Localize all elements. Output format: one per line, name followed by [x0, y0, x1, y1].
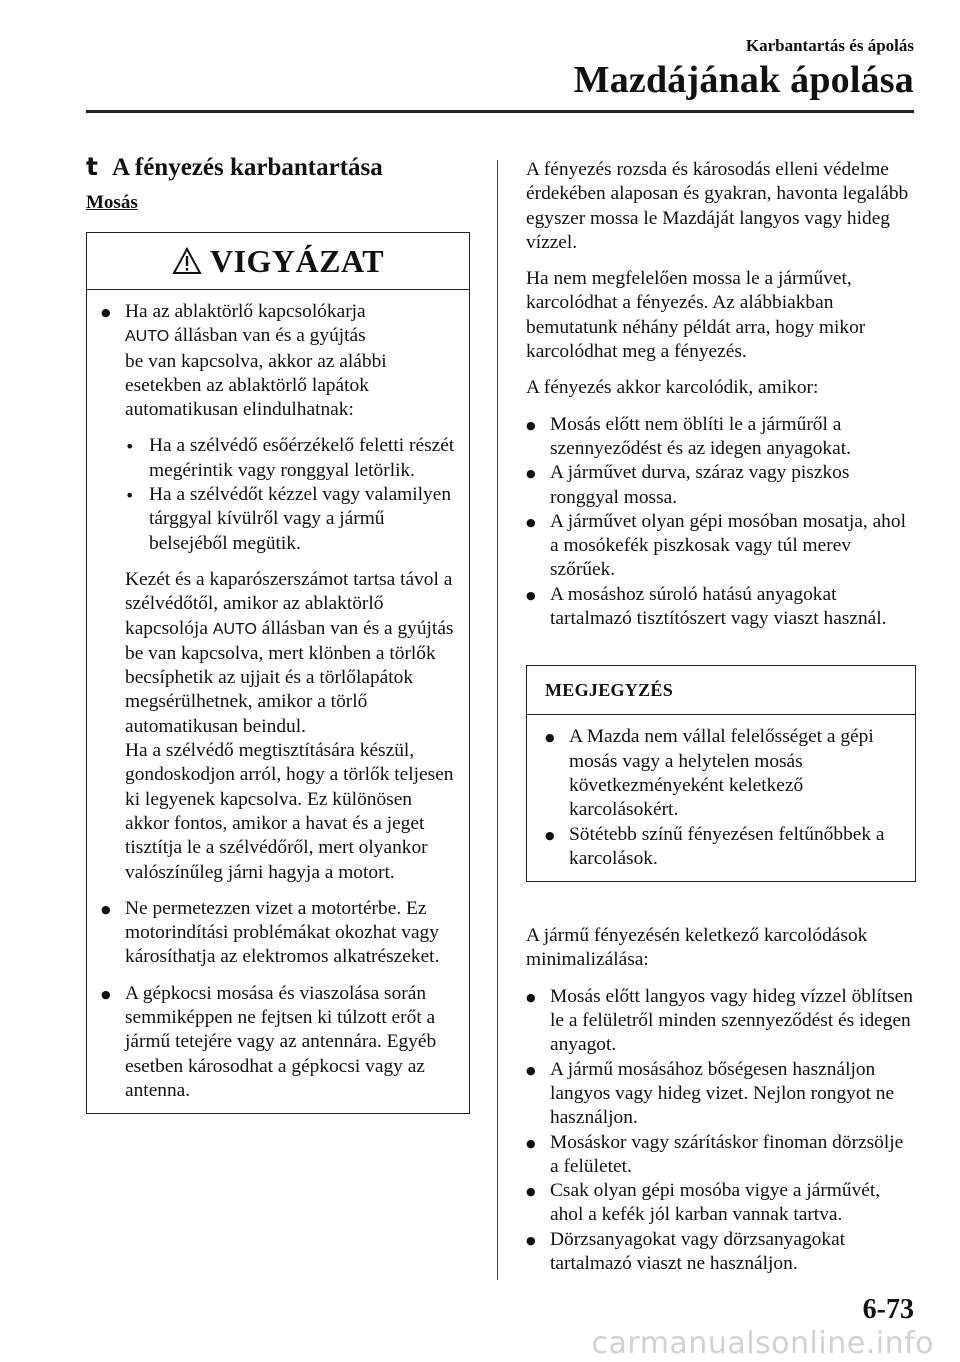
bullet-dot-icon: ● [101, 902, 111, 916]
subheading-washing: Mosás [86, 192, 138, 213]
bullet-dot-icon: ● [526, 1233, 536, 1247]
caution-item [101, 982, 459, 1103]
note-item: ● Sötétebb színű fényezésen feltűnőbbek a karcolások. [545, 823, 903, 872]
paragraph: A fényezés rozsda és károsodás elleni védelme érdekében alaposan és gyakran, havonta legalább egyszer mossa le Mazdáját langyos vagy hideg vízzel. [526, 159, 909, 253]
caution-body [87, 290, 469, 1113]
paragraph: A fényezés akkor karcolódik, amikor: [526, 377, 819, 399]
watermark: carmanualsonline.info [591, 1326, 934, 1361]
note-box [526, 665, 916, 882]
caution-item-text: állásban van és a gyújtás [169, 325, 366, 347]
bullet-dot-icon: ● [526, 467, 536, 481]
caution-subitem-text: Ha a szélvédő esőérzékelő feletti részét megérintik vagy ronggyal letörlik. [149, 435, 455, 481]
bullet-dot-icon: ● [526, 515, 536, 529]
list-item: ● A járművet olyan gépi mosóban mosatja, ahol a mosókefék piszkosak vagy túl merev szőrűek. [526, 510, 916, 583]
bullet-dot-icon: ● [526, 588, 536, 602]
bullet-dot-icon: ● [101, 306, 111, 319]
caution-paragraph: Kezét és a kaparószerszámot tartsa távol a szélvédőtől, amikor az ablaktörlő kapcsolója AUTO állásban van és a gyújtás be van kapcsolva, mert klönben a törlők becsíphetik az ujjait és a törlőlapátok megsérülhetnek, amikor a törlő automatikusan beindul. [125, 568, 454, 737]
paragraph: A jármű fényezésén keletkező karcolódások minimalizálása: [526, 925, 868, 971]
bullet-dot-icon: ● [526, 1063, 536, 1077]
caution-header [87, 233, 469, 290]
bullet-dot-icon: ● [526, 990, 536, 1004]
scratch-causes-list [526, 413, 916, 632]
caution-title: VIGYÁZAT [209, 242, 385, 279]
warning-triangle-icon [172, 247, 202, 275]
list-item: ● Mosás előtt langyos vagy hideg vízzel öblítsen le a felületről minden szennyeződést és idegen anyagot. [526, 985, 916, 1058]
caution-item-text: Ne permetezzen vizet a motortérbe. Ez motorindítási problémákat okozhat vagy károsíthatja az elektromos alkatrészeket. [125, 897, 440, 968]
note-item: ● A Mazda nem vállal felelősséget a gépi mosás vagy a helytelen mosás következményeként keletkező karcolásokért. [545, 725, 903, 822]
list-item: ● A mosáshoz súroló hatású anyagokat tartalmazó tisztítószert vagy viaszt használ. [526, 583, 916, 632]
caution-item-text: be van kapcsolva, akkor az alábbi esetekben az ablaktörlő lapátok automatikusan elindulhatnak: [125, 350, 387, 421]
paragraph: Ha nem megfelelően mossa le a járművet, karcolódhat a fényezés. Az alábbiakban bemutatunk néhány példát arra, hogy mikor karcolódhat meg a fényezés. [526, 268, 866, 363]
list-item: ● A járművet durva, száraz vagy piszkos ronggyal mossa. [526, 461, 916, 510]
running-header-section: Karbantartás és ápolás [745, 36, 914, 55]
caution-paragraph: Ha a szélvédő megtisztítására készül, gondoskodjon arról, hogy a törlők teljesen ki legyenek kapcsolva. Ez különösen akkor fontos, amikor a havat és a jeget tisztítja le a szélvédőről, mert olyankor valószínűleg járni hagyja a motort. [125, 740, 454, 883]
list-item: ● Dörzsanyagokat vagy dörzsanyagokat tartalmazó viaszt ne használjon. [526, 1228, 916, 1277]
section-title-text: A fényezés karbantartása [111, 154, 383, 181]
bullet-dot-icon: ● [545, 828, 555, 842]
list-item: ● Mosás előtt nem öblíti le a járműről a szennyeződést és az idegen anyagokat. [526, 413, 916, 462]
bullet-dot-icon: • [125, 486, 135, 506]
caution-subitem [125, 483, 459, 556]
caution-box [86, 232, 470, 1114]
caution-item [101, 300, 459, 885]
note-title: MEGJEGYZÉS [527, 666, 915, 715]
caution-item-text: Ha az ablaktörlő kapcsolókarja [125, 301, 366, 322]
bullet-dot-icon: • [125, 437, 135, 457]
header-rule [86, 110, 914, 113]
section-mark: t [86, 152, 98, 181]
column-divider [497, 160, 498, 1280]
caution-item-text: A gépkocsi mosása és viaszolása során semmiképpen ne fejtsen ki túlzott erőt a jármű tetejére vagy az antennára. Egyéb esetben károsodhat a gépkocsi vagy az antenna. [125, 982, 437, 1101]
left-column [86, 152, 470, 1114]
bullet-dot-icon: ● [526, 418, 536, 432]
right-column [526, 158, 916, 1310]
section-title [86, 152, 470, 182]
list-item: ● A jármű mosásához bőségesen használjon langyos vagy hideg vizet. Nejlon rongyot ne használjon. [526, 1058, 916, 1131]
caution-subitem [125, 434, 459, 483]
list-item: ● Csak olyan gépi mosóba vigye a járművét, ahol a kefék jól karban vannak tartva. [526, 1179, 916, 1228]
scratch-minimize-list [526, 985, 916, 1277]
bullet-dot-icon: ● [526, 1136, 536, 1150]
caution-item [101, 897, 459, 970]
auto-label: AUTO [125, 328, 170, 346]
note-body [527, 715, 915, 881]
auto-label: AUTO [212, 620, 257, 638]
caution-subitem-text: Ha a szélvédőt kézzel vagy valamilyen tárggyal kívülről vagy a jármű belsejéből megütik. [149, 484, 452, 554]
page-number: 6-73 [862, 1294, 914, 1325]
bullet-dot-icon: ● [101, 987, 111, 1001]
list-item: ● Mosáskor vagy szárításkor finoman dörzsölje a felületet. [526, 1131, 916, 1180]
running-header-title: Mazdájának ápolása [573, 59, 914, 101]
bullet-dot-icon: ● [545, 731, 555, 745]
bullet-dot-icon: ● [526, 1185, 536, 1199]
